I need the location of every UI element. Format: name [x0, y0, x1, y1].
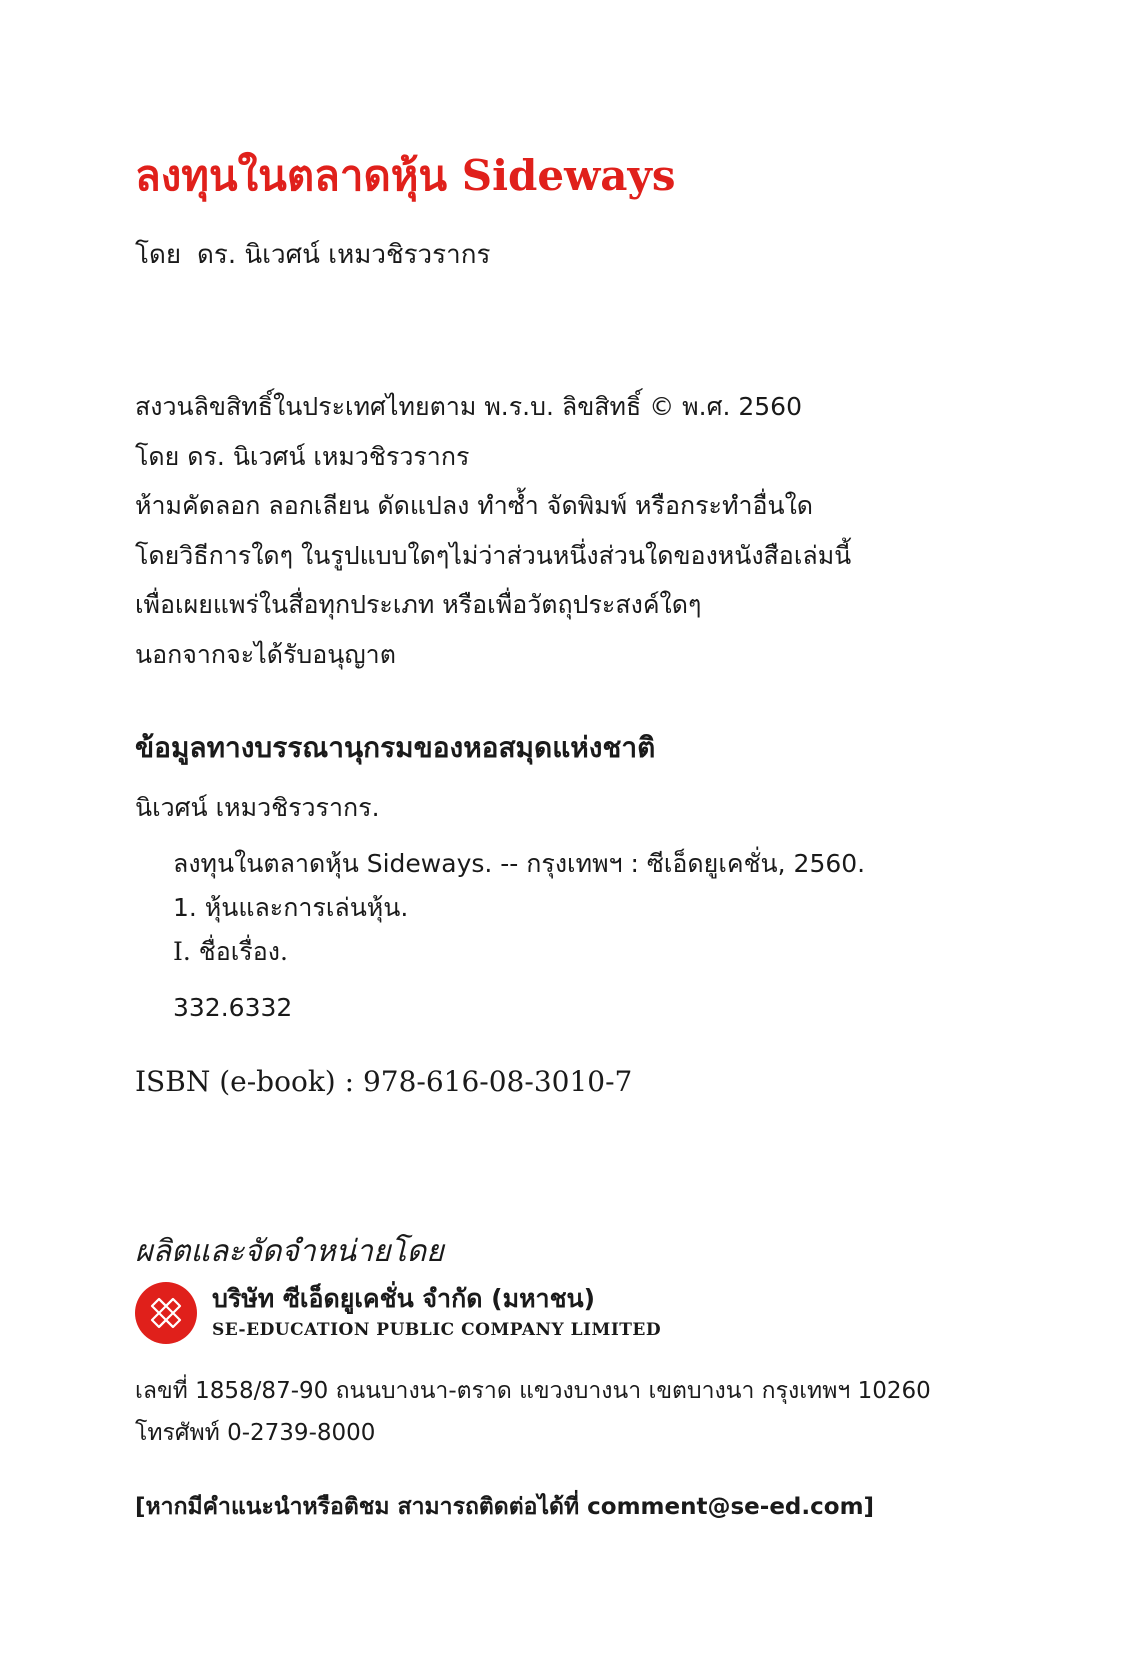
- cip-title-heading: I. ชื่อเรื่อง.: [173, 937, 288, 966]
- cip-classification: 332.6332: [173, 993, 293, 1022]
- publisher-heading: ผลิตและจัดจำหน่ายโดย: [135, 1234, 444, 1269]
- cip-title-entry: ลงทุนในตลาดหุ้น Sideways. -- กรุงเทพฯ : ซีเอ็ดยูเคชั่น, 2560.: [173, 849, 866, 878]
- cip-author-entry: นิเวศน์ เหมวชิรวรากร.: [135, 793, 380, 822]
- publisher-contact: [135, 1370, 931, 1454]
- by-label: โดย: [135, 240, 182, 270]
- author-line: [135, 237, 490, 273]
- copyright-line: โดย ดร. นิเวศน์ เหมวชิรวรากร: [135, 441, 470, 471]
- author-name: ดร. นิเวศน์ เหมวชิรวรากร: [197, 240, 491, 270]
- book-title: ลงทุนในตลาดหุ้น Sideways: [135, 151, 676, 200]
- copyright-line: สงวนลิขสิทธิ์ในประเทศไทยตาม พ.ร.บ. ลิขสิทธิ์ © พ.ศ. 2560: [135, 392, 802, 421]
- copyright-line: ห้ามคัดลอก ลอกเลียน ดัดแปลง ทำซ้ำ จัดพิมพ์ หรือกระทำอื่นใด: [135, 491, 814, 520]
- publisher-logo-icon: [135, 1282, 197, 1344]
- cip-subject: 1. หุ้นและการเล่นหุ้น.: [173, 893, 409, 922]
- comment-contact: [หากมีคำแนะนำหรือติชม สามารถติดต่อได้ที่ comment@se-ed.com]: [135, 1494, 875, 1520]
- isbn: ISBN (e-book) : 978-616-08-3010-7: [135, 1065, 633, 1098]
- publisher-phone: โทรศัพท์ 0-2739-8000: [135, 1420, 376, 1446]
- publisher-address: เลขที่ 1858/87-90 ถนนบางนา-ตราด แขวงบางนา เขตบางนา กรุงเทพฯ 10260: [135, 1378, 931, 1404]
- cip-entries: [173, 842, 865, 974]
- copyright-line: โดยวิธีการใดๆ ในรูปแบบใดๆไม่ว่าส่วนหนึ่งส่วนใดของหนังสือเล่มนี้: [135, 540, 852, 570]
- copyright-line: นอกจากจะได้รับอนุญาต: [135, 639, 396, 669]
- copyright-line: เพื่อเผยแพร่ในสื่อทุกประเภท หรือเพื่อวัตถุประสงค์ใดๆ: [135, 590, 702, 619]
- cip-heading: ข้อมูลทางบรรณานุกรมของหอสมุดแห่งชาติ: [135, 731, 656, 764]
- publisher-name-thai: บริษัท ซีเอ็ดยูเคชั่น จำกัด (มหาชน): [212, 1284, 596, 1313]
- publisher-name-english: SE-EDUCATION PUBLIC COMPANY LIMITED: [212, 1320, 662, 1340]
- copyright-notice: [135, 382, 851, 679]
